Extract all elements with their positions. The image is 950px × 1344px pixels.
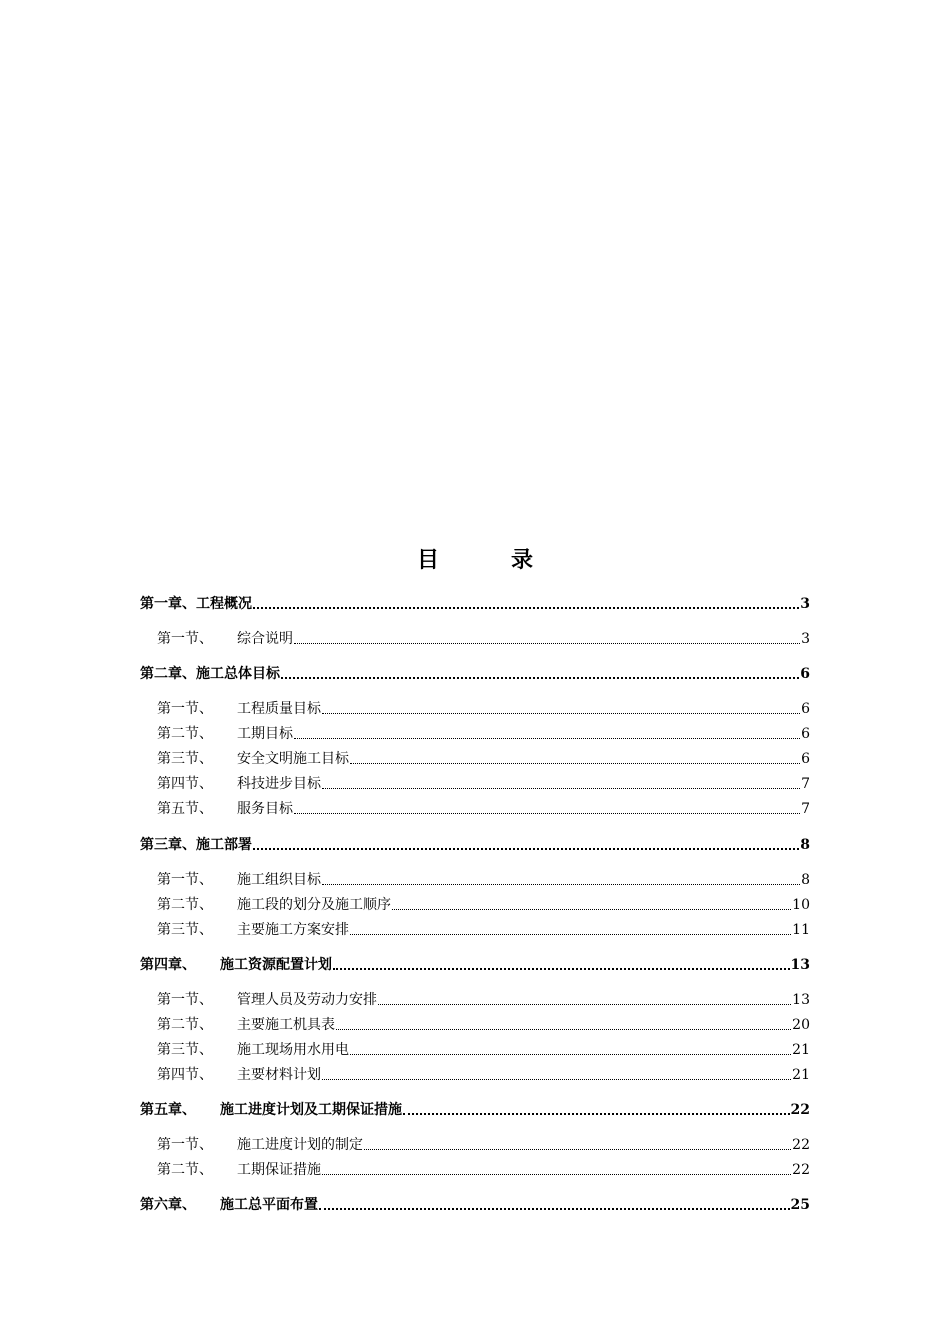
dot-leader [350,763,800,764]
toc-entry-number: 第四章、 [140,957,196,973]
toc-entry-page: 8 [800,837,810,853]
toc-section-entry[interactable] [140,628,810,650]
dot-leader [294,738,800,739]
toc-entry-page: 3 [801,631,810,647]
toc-section-entry[interactable] [140,798,810,820]
dot-leader [322,788,800,789]
dot-leader [281,677,799,679]
toc-entry-number: 第一章、 [140,596,196,612]
toc-section-entry[interactable] [140,1159,810,1181]
toc-entry-number: 第二节、 [157,1162,213,1178]
toc-entry-label: 安全文明施工目标 [237,751,349,767]
toc-entry-page: 6 [801,701,810,717]
toc-entry-page: 6 [800,666,810,682]
toc-entry-number: 第三章、 [140,837,196,853]
dot-leader [336,1029,791,1030]
toc-section-entry[interactable] [140,1014,810,1036]
toc-entry-page: 6 [801,751,810,767]
toc-entry-page: 22 [792,1162,810,1178]
toc-entry-label: 施工现场用水用电 [237,1042,349,1058]
dot-leader [253,848,799,850]
toc-entry-page: 3 [800,596,810,612]
toc-section-entry[interactable] [140,723,810,745]
toc-entry-number: 第一节、 [157,992,213,1008]
dot-leader [319,1208,790,1210]
toc-entry-number: 第三节、 [157,1042,213,1058]
toc-entry-number: 第二节、 [157,726,213,742]
toc-entry-number: 第二节、 [157,897,213,913]
toc-entry-page: 8 [801,872,810,888]
dot-leader [322,1079,791,1080]
toc-section-entry[interactable] [140,748,810,770]
toc-entry-label: 工程质量目标 [237,701,321,717]
dot-leader [378,1004,791,1005]
toc-entry-number: 第二章、 [140,666,196,682]
toc-entry-number: 第二节、 [157,1017,213,1033]
dot-leader [392,909,791,910]
dot-leader [364,1149,791,1150]
toc-chapter-entry[interactable] [140,593,810,615]
toc-entry-page: 20 [792,1017,810,1033]
dot-leader [350,1054,791,1055]
toc-entry-page: 13 [790,957,810,973]
toc-section-entry[interactable] [140,989,810,1011]
toc-entry-number: 第三节、 [157,751,213,767]
toc-entry-number: 第一节、 [157,1137,213,1153]
toc-section-entry[interactable] [140,894,810,916]
dot-leader [322,713,800,714]
dot-leader [294,643,800,644]
toc-entry-label: 服务目标 [237,801,293,817]
toc-section-entry[interactable] [140,919,810,941]
toc-entry-page: 21 [792,1067,810,1083]
toc-entry-number: 第五章、 [140,1102,196,1118]
toc-entry-label: 施工进度计划的制定 [237,1137,363,1153]
toc-entry-label: 施工进度计划及工期保证措施 [220,1102,402,1118]
toc-entry-number: 第六章、 [140,1197,196,1213]
toc-chapter-entry[interactable] [140,1194,810,1216]
toc-entry-label: 主要施工方案安排 [237,922,349,938]
toc-section-entry[interactable] [140,1134,810,1156]
toc-entry-page: 22 [792,1137,810,1153]
toc-entry-number: 第五节、 [157,801,213,817]
toc-chapter-entry[interactable] [140,1099,810,1121]
toc-entry-label: 工程概况 [196,596,252,612]
toc-title-char-1: 目 [416,547,439,573]
dot-leader [322,884,800,885]
toc-section-entry[interactable] [140,1064,810,1086]
toc-entry-label: 施工部署 [196,837,252,853]
toc-entry-label: 施工段的划分及施工顺序 [237,897,391,913]
toc-title [0,543,950,574]
toc-entry-label: 施工组织目标 [237,872,321,888]
toc-entry-label: 施工总体目标 [196,666,280,682]
toc-entry-page: 7 [801,776,810,792]
toc-entry-label: 施工总平面布置 [220,1197,318,1213]
toc-entry-number: 第四节、 [157,1067,213,1083]
toc-entry-label: 主要材料计划 [237,1067,321,1083]
toc-entry-number: 第三节、 [157,922,213,938]
toc-section-entry[interactable] [140,1039,810,1061]
toc-entry-label: 工期保证措施 [237,1162,321,1178]
toc-chapter-entry[interactable] [140,954,810,976]
toc-entry-label: 工期目标 [237,726,293,742]
dot-leader [403,1113,790,1115]
toc-entry-label: 综合说明 [237,631,293,647]
toc-title-char-2: 录 [511,547,534,573]
toc-entry-page: 22 [790,1102,810,1118]
toc-entry-page: 21 [792,1042,810,1058]
toc-section-entry[interactable] [140,698,810,720]
toc-entry-page: 10 [792,897,810,913]
toc-entry-label: 管理人员及劳动力安排 [237,992,377,1008]
toc-section-entry[interactable] [140,773,810,795]
dot-leader [253,607,799,609]
toc-entry-page: 13 [792,992,810,1008]
dot-leader [294,813,800,814]
toc-entry-number: 第一节、 [157,872,213,888]
toc-entry-label: 主要施工机具表 [237,1017,335,1033]
toc-entry-page: 6 [801,726,810,742]
toc-entry-label: 科技进步目标 [237,776,321,792]
toc-entry-page: 11 [792,922,810,938]
dot-leader [333,968,790,970]
dot-leader [322,1174,791,1175]
toc-chapter-entry[interactable] [140,663,810,685]
toc-chapter-entry[interactable] [140,834,810,856]
toc-entry-label: 施工资源配置计划 [220,957,332,973]
dot-leader [350,934,791,935]
toc-entry-page: 7 [801,801,810,817]
toc-section-entry[interactable] [140,869,810,891]
toc-entry-number: 第一节、 [157,701,213,717]
toc-entry-number: 第一节、 [157,631,213,647]
toc-entry-page: 25 [790,1197,810,1213]
toc-entry-number: 第四节、 [157,776,213,792]
